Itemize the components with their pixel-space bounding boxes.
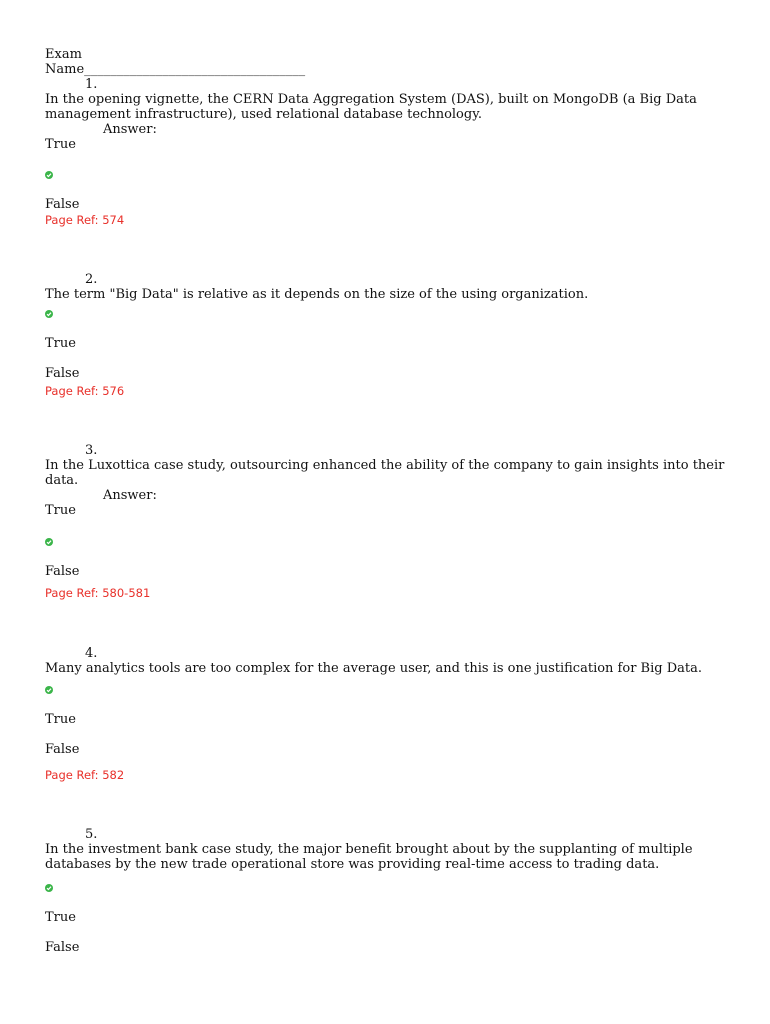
option-true[interactable]: True xyxy=(45,503,76,518)
page-ref: Page Ref: 574 xyxy=(45,213,125,227)
exam-title: Exam xyxy=(45,47,82,62)
question-number: 1. xyxy=(85,77,98,92)
option-false[interactable]: False xyxy=(45,564,80,579)
answer-label: Answer: xyxy=(103,488,157,503)
correct-check-icon xyxy=(45,686,53,694)
correct-check-icon xyxy=(45,884,53,892)
option-false[interactable]: False xyxy=(45,366,80,381)
question-text-line: In the Luxottica case study, outsourcing enhanced the ability of the company to gain insights into their xyxy=(45,458,725,473)
correct-check-icon xyxy=(45,538,53,546)
question-number: 5. xyxy=(85,827,98,842)
option-true[interactable]: True xyxy=(45,137,76,152)
correct-check-icon xyxy=(45,171,53,179)
question-text-line: management infrastructure), used relational database technology. xyxy=(45,107,482,122)
option-false[interactable]: False xyxy=(45,197,80,212)
correct-check-icon xyxy=(45,310,53,318)
option-true[interactable]: True xyxy=(45,910,76,925)
option-false[interactable]: False xyxy=(45,940,80,955)
question-text-line: Many analytics tools are too complex for the average user, and this is one justification for Big Data. xyxy=(45,661,702,676)
question-text-line: In the opening vignette, the CERN Data Aggregation System (DAS), built on MongoDB (a Big Data xyxy=(45,92,697,107)
option-true[interactable]: True xyxy=(45,712,76,727)
answer-label: Answer: xyxy=(103,122,157,137)
option-true[interactable]: True xyxy=(45,336,76,351)
question-text-line: databases by the new trade operational store was providing real-time access to trading data. xyxy=(45,857,660,872)
page-ref: Page Ref: 576 xyxy=(45,384,125,398)
name-field: Name__________________________________ xyxy=(45,62,306,77)
question-number: 4. xyxy=(85,646,98,661)
option-false[interactable]: False xyxy=(45,742,80,757)
question-text-line: data. xyxy=(45,473,79,488)
question-number: 2. xyxy=(85,272,98,287)
page-ref: Page Ref: 582 xyxy=(45,768,125,782)
question-text-line: In the investment bank case study, the major benefit brought about by the supplanting of multiple xyxy=(45,842,693,857)
question-text-line: The term "Big Data" is relative as it depends on the size of the using organization. xyxy=(45,287,589,302)
question-number: 3. xyxy=(85,443,98,458)
page-ref: Page Ref: 580-581 xyxy=(45,586,151,600)
